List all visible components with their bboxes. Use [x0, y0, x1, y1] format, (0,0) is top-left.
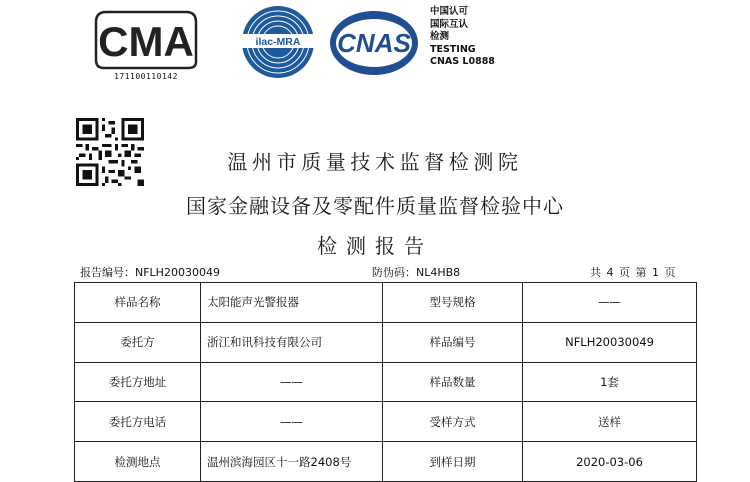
client-address-value: ——: [201, 362, 383, 402]
cma-number: 171100110142: [114, 72, 178, 81]
cnas-text-line: 国际互认: [430, 18, 469, 30]
sample-name-label: 样品名称: [75, 283, 201, 323]
cnas-text-line: CNAS L0888: [430, 56, 495, 67]
test-location-value: 温州滨海园区十一路2408号: [201, 442, 383, 482]
svg-text:ilac-MRA: ilac-MRA: [255, 36, 301, 48]
arrival-date-value: 2020-03-06: [523, 442, 697, 482]
client-phone-value: ——: [201, 402, 383, 442]
client-address-label: 委托方地址: [75, 362, 201, 402]
anti-counterfeit-code: 防伪码：NL4HB8: [372, 266, 461, 279]
cnas-accreditation-text: [430, 6, 540, 69]
sample-quantity-value: 1套: [523, 362, 697, 402]
cnas-text-line: 中国认可: [430, 6, 469, 17]
client-phone-label: 委托方电话: [75, 402, 201, 442]
receipt-method-label: 受样方式: [383, 402, 523, 442]
client-label: 委托方: [75, 322, 201, 362]
table-row: [75, 362, 697, 402]
cnas-logo: [328, 8, 420, 78]
cma-logo: [92, 6, 200, 82]
report-number: 报告编号：NFLH20030049: [80, 266, 220, 279]
client-value: 浙江和讯科技有限公司: [201, 322, 383, 362]
report-title: 检测报告: [317, 234, 433, 258]
arrival-date-label: 到样日期: [383, 442, 523, 482]
cnas-text-line: 检测: [430, 31, 450, 42]
model-spec-label: 型号规格: [383, 283, 523, 323]
sample-number-value: NFLH20030049: [523, 322, 697, 362]
table-row: [75, 402, 697, 442]
center-title: 国家金融设备及零配件质量监督检验中心: [186, 194, 564, 218]
page-indicator: 共 4 页 第 1 页: [590, 266, 677, 279]
test-location-label: 检测地点: [75, 442, 201, 482]
sample-number-label: 样品编号: [383, 322, 523, 362]
table-row: [75, 442, 697, 482]
sample-quantity-label: 样品数量: [383, 362, 523, 402]
report-info-table: [74, 282, 697, 482]
cnas-text-line: TESTING: [430, 43, 476, 55]
table-row: [75, 322, 697, 362]
svg-text:CNAS: CNAS: [337, 28, 411, 58]
institute-title: 温州市质量技术监督检测院: [227, 150, 523, 174]
svg-text:CMA: CMA: [98, 18, 194, 65]
model-spec-value: ——: [523, 283, 697, 323]
ilac-mra-logo: [238, 2, 318, 82]
sample-name-value: 太阳能声光警报器: [201, 283, 383, 323]
table-row: [75, 283, 697, 323]
receipt-method-value: 送样: [523, 402, 697, 442]
